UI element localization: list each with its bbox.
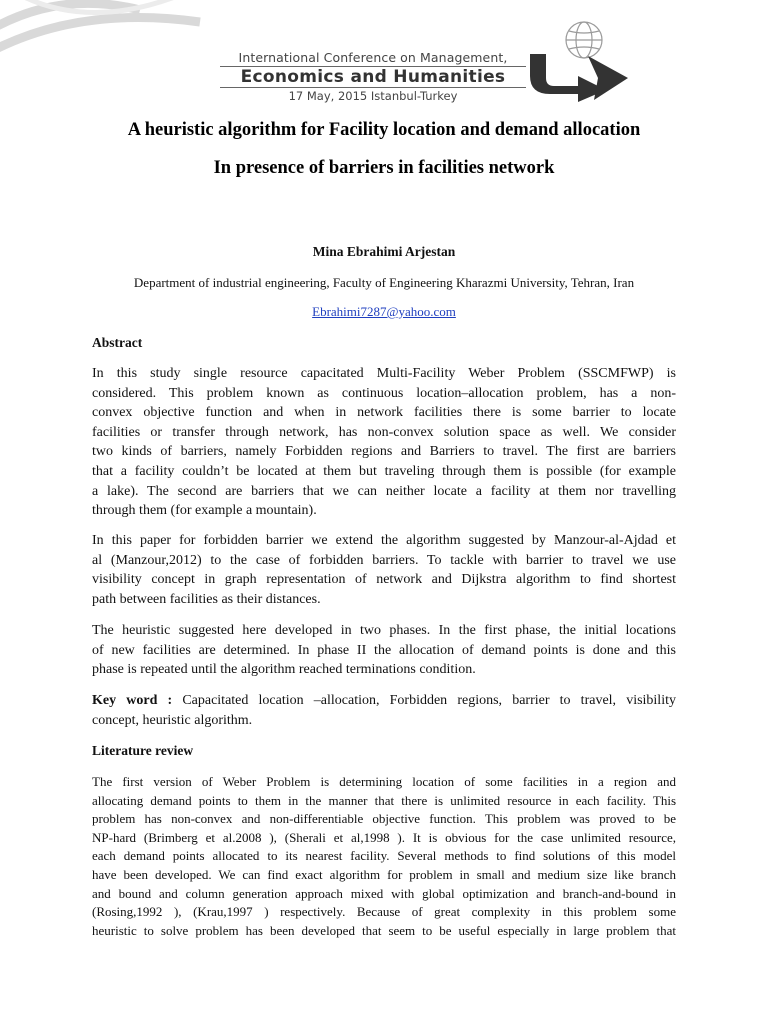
decorative-arcs (0, 0, 220, 60)
abstract-paragraph-1 (92, 364, 676, 521)
text-line: problem has non-convex and non-differentiable objective function. This problem was proved to be (92, 811, 676, 827)
text-line: In this paper for forbidden barrier we extend the algorithm suggested by Manzour-al-Ajdad et (92, 533, 676, 548)
paper-title-line2: In presence of barriers in facilities network (213, 158, 555, 178)
text-line: path between facilities as their distances. (92, 591, 321, 607)
text-line: visibility concept in graph representation of network and Dijkstra algorithm to find shortest (92, 572, 676, 588)
text-line: have been developed. We can find exact algorithm for problem in small and medium size like branch (92, 866, 676, 882)
conference-name: International Conference on Management, (220, 50, 526, 67)
text-line: of new facilities are determined. In phase II the allocation of demand points is done and this (92, 642, 676, 658)
keywords-text: Capacitated location –allocation, Forbidden regions, barrier to travel, visibility (172, 693, 676, 708)
paper-title-line1: A heuristic algorithm for Facility location and demand allocation (127, 120, 641, 140)
conference-date-place: 17 May, 2015 Istanbul-Turkey (288, 89, 458, 103)
text-line: The first version of Weber Problem is determining location of some facilities in a region and (92, 774, 676, 789)
text-line: The heuristic suggested here developed in two phases. In the first phase, the initial locations (92, 623, 676, 638)
text-line: facilities or transfer through network, has non-convex solution space as well. We consider (92, 424, 676, 440)
literature-paragraph-1 (92, 773, 676, 940)
abstract-heading: Abstract (92, 335, 143, 350)
conference-subtitle: Economics and Humanities (220, 67, 526, 88)
text-line: al (Manzour,2012) to the case of forbidden barriers. To tackle with barrier to travel we use (92, 552, 676, 568)
text-line: convex objective function and when in network facilities there is some barrier to locate (92, 405, 676, 421)
abstract-paragraph-2 (92, 531, 676, 609)
text-line: that a facility couldn’t be located at them but traveling through them is possible (for example (92, 463, 676, 479)
email-link[interactable]: Ebrahimi7287@yahoo.com (312, 304, 456, 319)
text-line: NP-hard (Brimberg et al.2008 ), (Sherali et al,1998 ). It is obvious for the case unlimited resource, (92, 829, 676, 845)
text-line: In this study single resource capacitated Multi-Facility Weber Problem (SSCMFWP) is (92, 366, 676, 381)
text-line: two kinds of barriers, namely Forbidden regions and Barriers to travel. The first are barriers (92, 444, 676, 460)
text-line: a lake). The second are barriers that we can neither locate a facility at them nor travelling (92, 483, 676, 499)
keywords-line: concept, heuristic algorithm. (92, 712, 253, 728)
text-line: considered. This problem known as continuous location–allocation problem, has a non- (92, 385, 676, 401)
text-line: allocating demand points to them in the manner that there is unlimited resource in each facility. This (92, 792, 676, 808)
abstract-paragraph-3 (92, 621, 676, 680)
conference-header (220, 50, 526, 103)
text-line: through them (for example a mountain). (92, 503, 317, 519)
author-name: Mina Ebrahimi Arjestan (312, 244, 456, 259)
keywords-label: Key word : (92, 693, 173, 708)
author-email (0, 304, 768, 320)
text-line: heuristic to solve problem has been developed that seem to be useful especially in large problem that (92, 922, 676, 938)
keywords (92, 691, 676, 730)
text-line: each demand points allocated to its nearest facility. Several methods to find solutions of this model (92, 848, 676, 864)
conference-logo-icon (528, 20, 634, 102)
text-line: (Rosing,1992 ), (Krau,1997 ) respectively. Because of great complexity in this problem some (92, 904, 676, 920)
text-line: phase is repeated until the algorithm reached terminations condition. (92, 662, 476, 678)
literature-heading: Literature review (92, 743, 194, 758)
author-affiliation: Department of industrial engineering, Faculty of Engineering Kharazmi University, Tehran, Iran (133, 275, 635, 290)
text-line: and bound and column generation approach mixed with global optimization and branch-and-bound in (92, 885, 676, 901)
keywords-line (92, 691, 676, 711)
